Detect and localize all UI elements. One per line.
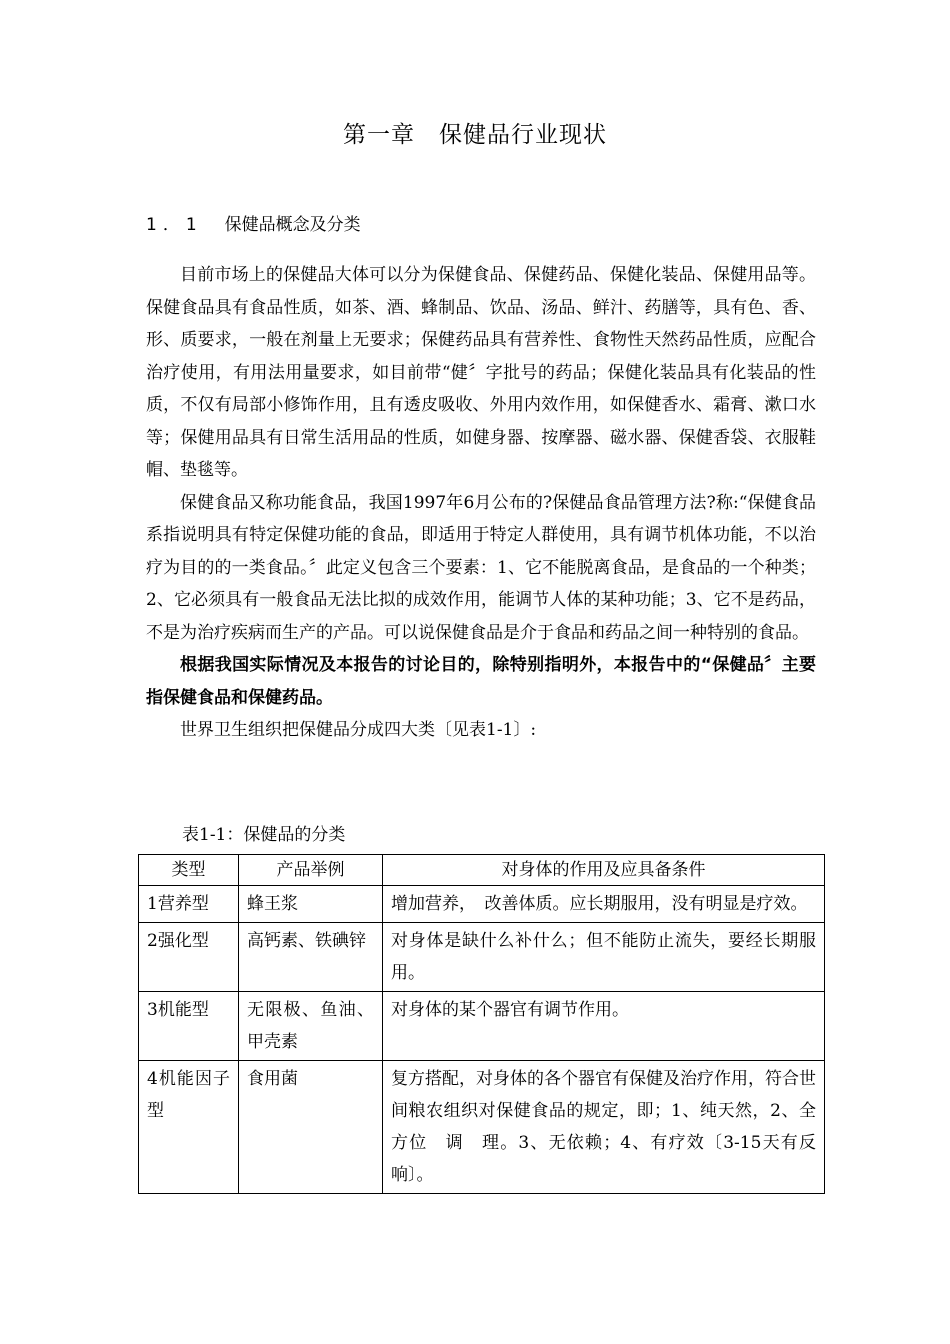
- paragraph-who-classification: 世界卫生组织把保健品分成四大类〔见表1-1〕:: [180, 720, 537, 740]
- table-caption: 表1-1：保健品的分类: [182, 825, 346, 845]
- section-heading: [146, 210, 361, 235]
- health-cosmetic-description: 具有化装品的性质，不仅有局部小修饰作用，且有透皮吸收、外用内效作用，如保健香水、霜膏、漱口水等；: [146, 362, 816, 448]
- paragraph-categories: [146, 259, 816, 487]
- table-row: [139, 923, 825, 992]
- health-drug-description: 品具有营养性、食物性天然药品性质，应配合治疗使用，有用法用量要求，如目前带“健〞字批号的药品；: [146, 330, 817, 383]
- header-effects: 对身体的作用及应具备条件: [383, 855, 825, 886]
- cell-effects: 对身体是缺什么补什么；但不能防止流失，要经长期服用。: [383, 923, 825, 992]
- section-number: 1．1: [146, 215, 203, 235]
- cell-type: 2强化型: [139, 923, 239, 992]
- header-examples: 产品举例: [239, 855, 383, 886]
- header-type: 类型: [139, 855, 239, 886]
- health-food-description: 具有食品性质，如茶、酒、蜂制品、饮品、汤品、鲜汁、药膳等，具有色、香、形、质要求，一般在剂量上无要求；: [146, 297, 817, 350]
- cell-type: 4机能因子型: [139, 1061, 239, 1194]
- cell-examples: 食用菌: [239, 1061, 383, 1194]
- health-product-description: 具有日常生活用品的性质，如健身器、按摩器、磁水器、保健香袋、衣服鞋帽、垫毯等。: [146, 427, 817, 480]
- section-title: 保健品概念及分类: [224, 215, 361, 235]
- term-health-food: 保健食品: [146, 297, 215, 318]
- cell-type: 3机能型: [139, 992, 239, 1061]
- cell-examples: 蜂王浆: [239, 886, 383, 923]
- cell-examples: 无限极、鱼油、甲壳素: [239, 992, 383, 1061]
- table-row: [139, 992, 825, 1061]
- paragraph-scope: 根据我国实际情况及本报告的讨论目的，除特别指明外，本报告中的“保健品〞主要指保健食品和保健药品。: [146, 655, 816, 708]
- body-text: [146, 259, 816, 747]
- term-health-product: 保健用品: [180, 427, 250, 448]
- table-row: [139, 886, 825, 923]
- table-header-row: [139, 855, 825, 886]
- cell-examples: 高钙素、铁碘锌: [239, 923, 383, 992]
- term-health-cosmetic: 保健化装品: [607, 362, 695, 383]
- classification-table: [138, 854, 825, 1194]
- table-row: [139, 1061, 825, 1194]
- cell-effects: 对身体的某个器官有调节作用。: [383, 992, 825, 1061]
- cell-effects: 复方搭配，对身体的各个器官有保健及治疗作用，符合世间粮农组织对保健食品的规定，即；1、纯天然，2、全方位 调 理。3、无依赖；4、有疗效〔3-15天有反响〕。: [383, 1061, 825, 1194]
- chapter-title: 第一章 保健品行业现状: [343, 122, 607, 148]
- term-health-drug: 保健药: [420, 330, 473, 350]
- cell-effects: 增加营养， 改善体质。应长期服用，没有明显是疗效。: [383, 886, 825, 923]
- cell-type: 1营养型: [139, 886, 239, 923]
- paragraph-definition: 保健食品又称功能食品，我国1997年6月公布的?保健品食品管理方法?称:“保健食品系指说明具有特定保健功能的食品，即适用于特定人群使用，具有调节机体功能，不以治疗为目的的一类食品。〞此定义包含三个要素：1、它不能脱离食品，是食品的一个种类；2、它必须具有一般食品无法比拟的成效作用，能调节人体的某种功能；3、它不是药品，不是为治疗疾病而生产的产品。可以说保健食品是介于食品和药品之间一种特别的食品。: [146, 492, 816, 643]
- paragraph-intro: 目前市场上的保健品大体可以分为保健食品、保健药品、保健化装品、保健用品等。: [180, 265, 816, 285]
